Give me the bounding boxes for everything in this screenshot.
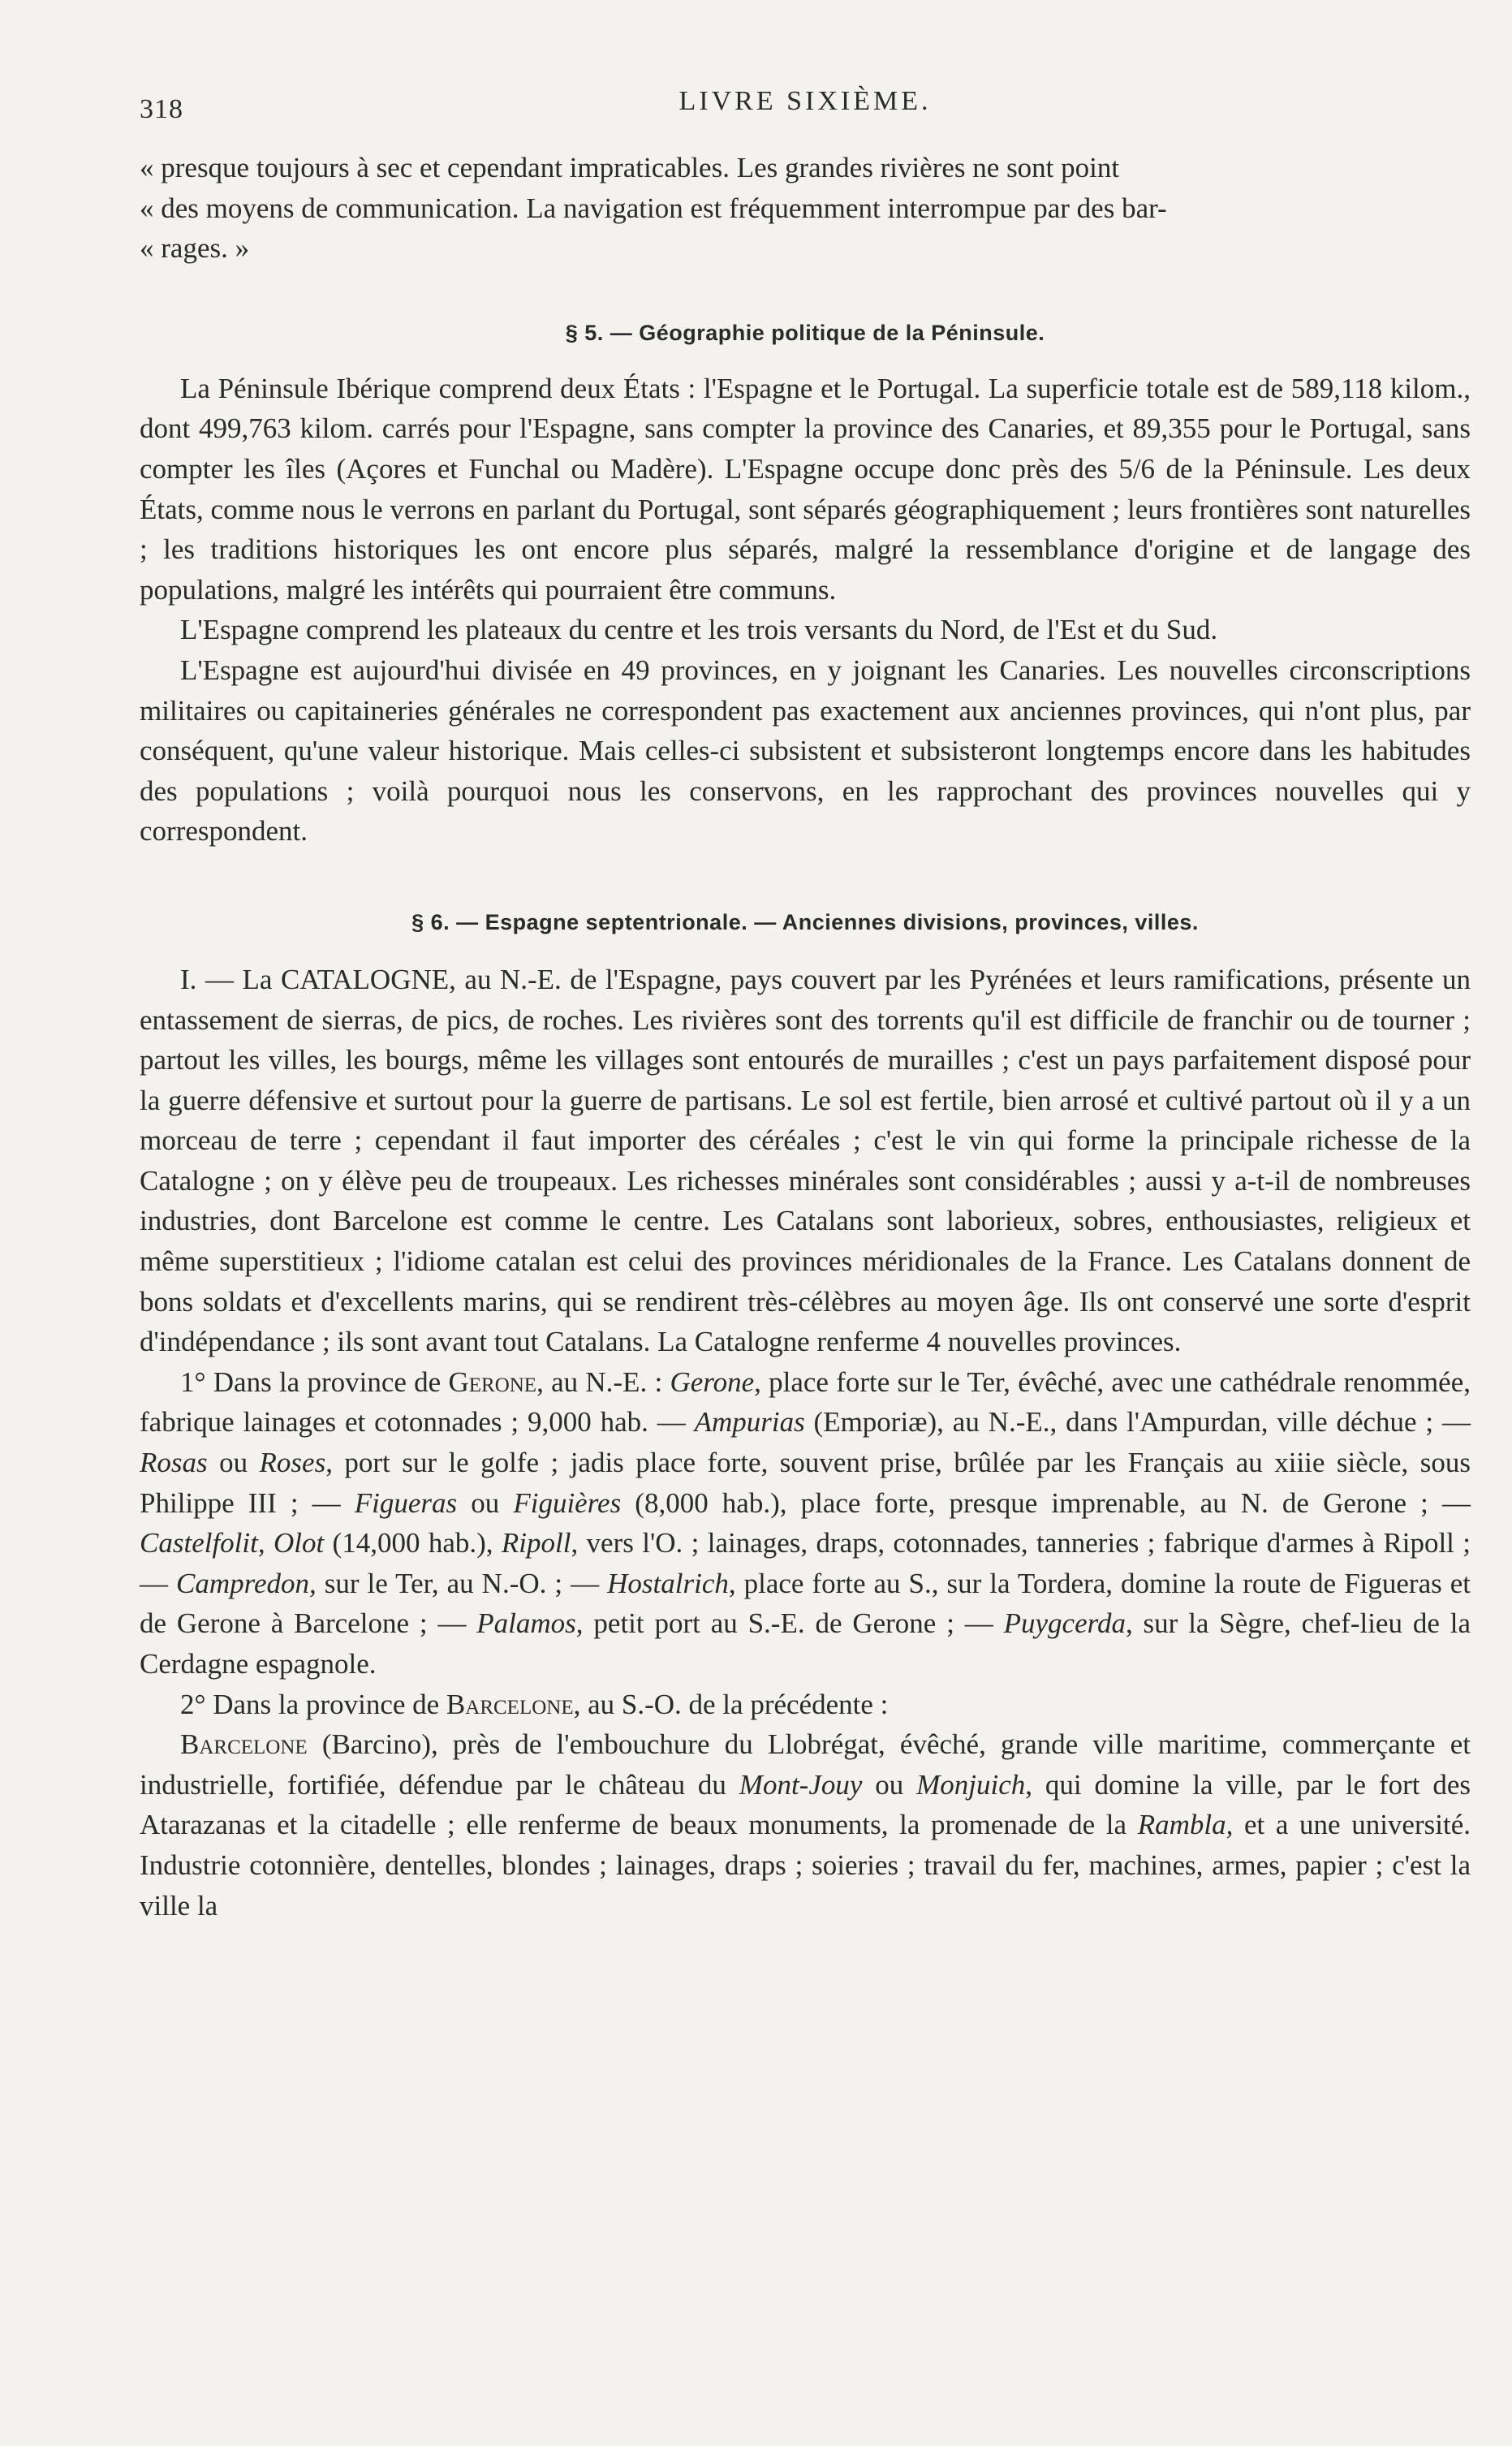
quote-line: « rages. » <box>140 232 250 265</box>
text-run: 1° Dans la province de <box>180 1365 449 1398</box>
text-run: sur le Ter, au N.-O. ; — <box>316 1567 608 1599</box>
text-run: 2° Dans la province de <box>180 1688 446 1720</box>
running-title: LIVRE SIXIÈME. <box>678 86 932 116</box>
city-name: Roses <box>259 1447 326 1479</box>
text-run: , petit port au S.-E. de Gerone ; — <box>575 1607 1004 1640</box>
section-heading-5: § 5. — Géographie politique de la Péninsule. <box>565 320 1045 345</box>
city-name: Hostalrich <box>607 1567 729 1599</box>
city-name: Gerone <box>670 1365 755 1398</box>
text-run: , place forte au S., sur la Tordera, domine la route de Figueras et de Gerone à Barcelone ; — <box>140 1567 1471 1640</box>
text-run: , au N.-E. : <box>536 1365 670 1398</box>
city-name: Puygcerda <box>1003 1607 1126 1640</box>
text-run: ou <box>862 1768 917 1801</box>
text-run: , vers l'O. ; lainages, draps, cotonnades, tanneries ; fabrique d'armes à Ripoll ; — <box>140 1527 1471 1599</box>
paragraph-barcelone <box>140 1724 1471 1926</box>
text-run: ou <box>457 1486 514 1519</box>
text-run: (Barcino), près de l'embouchure du Llobrégat, évêché, grande ville maritime, commerçante et industrielle, fortifiée, défendue par le château du <box>140 1728 1471 1801</box>
text-run: , place forte sur le Ter, évêché, avec une cathédrale renommée, fabrique lainages et cotonnades ; 9,000 hab. — <box>140 1365 1471 1439</box>
text-run: et a une université. Industrie cotonnière, dentelles, blondes ; lainages, draps ; soieries ; travail du fer, machines, armes, papier ; c'est la ville la <box>140 1809 1471 1922</box>
city-name: Castelfolit, Olot <box>140 1527 325 1559</box>
section-heading-6: § 6. — Espagne septentrionale. — Anciennes divisions, provinces, villes. <box>411 909 1199 934</box>
city-name: Figueras <box>354 1486 458 1519</box>
quote-line: « des moyens de communication. La navigation est fréquemment interrompue par des bar- <box>140 192 1167 224</box>
paragraph: L'Espagne est aujourd'hui divisée en 49 provinces, en y joignant les Canaries. Les nouvelles circonscriptions militaires ou capitaineries générales ne correspondent pas exactement aux anciennes provinces, qui n'ont plus, par conséquent, qu'une valeur historique. Mais celles-ci subsistent et subsisteront longtemps encore dans les habitudes des populations ; voilà pourquoi nous les conservons, en les rapprochant des provinces nouvelles qui y correspondent. <box>140 654 1471 848</box>
city-name: Figuières <box>513 1486 622 1519</box>
city-name: Barcelone <box>180 1728 308 1761</box>
text-run: , sur la Sègre, chef-lieu de la Cerdagne espagnole. <box>140 1607 1471 1680</box>
city-name: Ripoll <box>501 1527 571 1559</box>
province-name: Barcelone <box>446 1688 574 1720</box>
page-number: 318 <box>140 94 183 124</box>
paragraph: L'Espagne comprend les plateaux du centre et les trois versants du Nord, de l'Est et du Sud. <box>180 614 1218 646</box>
text-run: , qui domine la ville, par le fort des Atarazanas et la citadelle ; elle renferme de beaux monuments, la promenade de la <box>140 1768 1471 1841</box>
quote-line: « presque toujours à sec et cependant impraticables. Les grandes rivières ne sont point <box>140 152 1120 183</box>
book-page <box>140 78 1471 1926</box>
running-head <box>140 78 1471 143</box>
paragraph-gerone <box>140 1362 1471 1685</box>
text-run: , au S.-O. de la précédente : <box>573 1688 889 1720</box>
text-run: (Emporiæ), au N.-E., dans l'Ampurdan, ville déchue ; — <box>804 1406 1471 1439</box>
text-run: (14,000 hab.), <box>324 1527 502 1559</box>
paragraph: La Péninsule Ibérique comprend deux États : l'Espagne et le Portugal. La superficie totale est de 589,118 kilom., dont 499,763 kilom. carrés pour l'Espagne, sans compter la province des Canaries, et 89,355 pour le Portugal, sans compter les îles (Açores et Funchal ou Madère). L'Espagne occupe donc près des 5/6 de la Péninsule. Les deux États, comme nous le verrons en parlant du Portugal, sont séparés géographiquement ; leurs frontières sont naturelles ; les traditions historiques les ont encore plus séparés, malgré la ressemblance d'origine et de langage des populations, malgré les intérêts qui pourraient être communs. <box>140 372 1471 606</box>
paragraph-catalogne: I. — La CATALOGNE, au N.-E. de l'Espagne, pays couvert par les Pyrénées et leurs ramifications, présente un entassement de sierras, de pics, de roches. Les rivières sont des torrents qu'il est difficile de franchir ou de tourner ; partout les villes, les bourgs, même les villages sont entourés de murailles ; c'est un pays parfaitement disposé pour la guerre défensive et surtout pour la guerre de partisans. Le sol est fertile, bien arrosé et cultivé partout où il y a un morceau de terre ; cependant il faut importer des céréales ; c'est le vin qui forme la principale richesse de la Catalogne ; on y élève peu de troupeaux. Les richesses minérales sont considérables ; aussi y a-t-il de nombreuses industries, dont Barcelone est comme le centre. Les Catalans sont laborieux, sobres, enthousiastes, religieux et même superstitieux ; l'idiome catalan est celui des provinces méridionales de la France. Les Catalans donnent de bons soldats et d'excellents marins, qui se rendirent très-célèbres au moyen âge. Ils ont conservé une sorte d'esprit d'indépendance ; ils sont avant tout Catalans. La Catalogne renferme 4 nouvelles provinces. <box>140 963 1471 1358</box>
city-name: Rosas <box>140 1447 208 1479</box>
city-name: Palamos <box>476 1607 576 1640</box>
province-name: Gerone <box>448 1365 537 1398</box>
text-run: (8,000 hab.), place forte, presque imprenable, au N. de Gerone ; — <box>621 1486 1471 1519</box>
place-name: Rambla, <box>1137 1809 1234 1841</box>
city-name: Ampurias <box>694 1406 805 1439</box>
place-name: Mont-Jouy <box>739 1768 863 1801</box>
place-name: Monjuich <box>916 1768 1026 1801</box>
text-run: ou <box>207 1447 260 1479</box>
text-run: , port sur le golfe ; jadis place forte, souvent prise, brûlée par les Français au xiiie siècle, sous Philippe III ; — <box>140 1447 1471 1519</box>
city-name: Campredon, <box>176 1567 317 1599</box>
paragraph-barcelone-intro <box>140 1685 1471 1725</box>
quote-block <box>140 148 1471 269</box>
